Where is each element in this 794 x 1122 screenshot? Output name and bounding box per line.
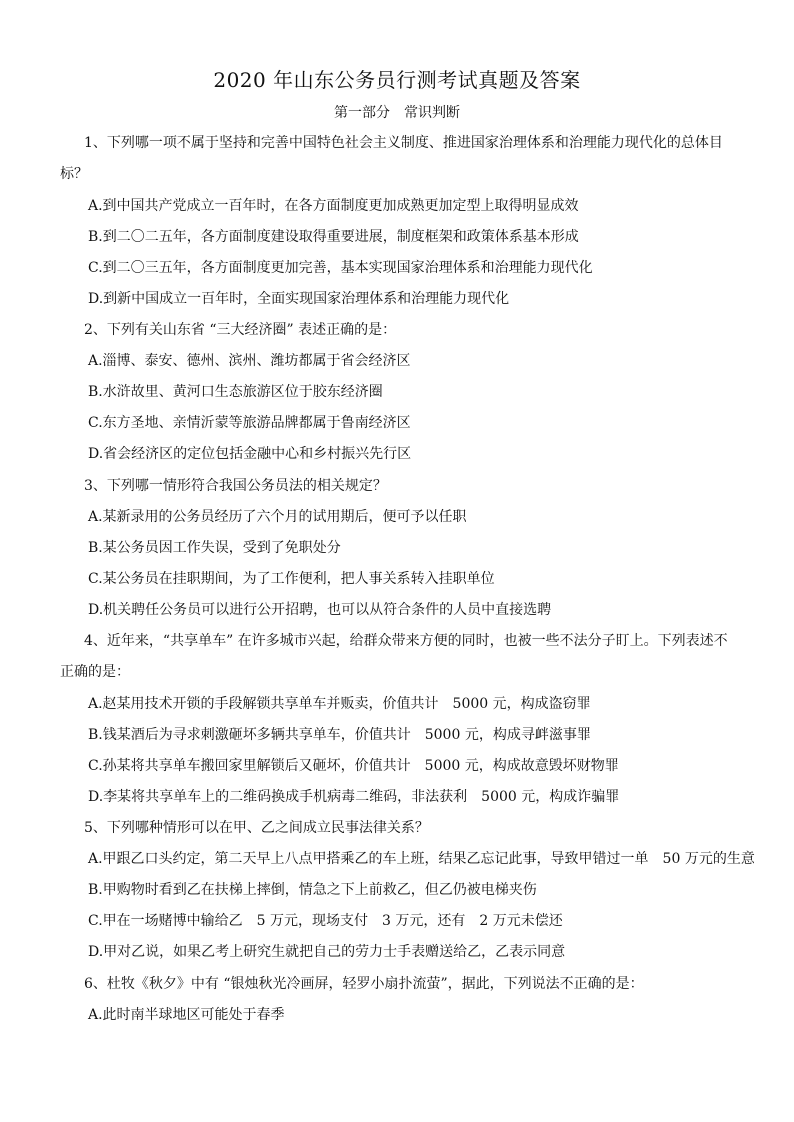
question-3-stem: 3、下列哪一情形符合我国公务员法的相关规定？ — [84, 478, 387, 494]
question-6-option-a: A.此时南半球地区可能处于春季 — [88, 1007, 285, 1023]
question-1-stem-cont: 标？ — [60, 166, 88, 182]
question-5-option-d: D.甲对乙说，如果乙考上研究生就把自己的劳力士手表赠送给乙，乙表示同意 — [88, 944, 566, 960]
question-1-option-d: D.到新中国成立一百年时，全面实现国家治理体系和治理能力现代化 — [88, 291, 510, 307]
question-3-option-b: B.某公务员因工作失误，受到了免职处分 — [88, 540, 341, 556]
question-1-option-c: C.到二〇三五年，各方面制度更加完善，基本实现国家治理体系和治理能力现代化 — [88, 260, 593, 276]
question-4-option-c: C.孙某将共享单车搬回家里解锁后又砸坏，价值共计 5000 元，构成故意毁坏财物罪 — [88, 758, 619, 774]
question-1-option-a: A.到中国共产党成立一百年时，在各方面制度更加成熟更加定型上取得明显成效 — [88, 198, 579, 214]
question-2-option-b: B.水浒故里、黄河口生态旅游区位于胶东经济圈 — [88, 384, 383, 400]
question-1-stem: 1、下列哪一项不属于坚持和完善中国特色社会主义制度、推进国家治理体系和治理能力现代化的总体目 — [84, 135, 723, 151]
question-5-option-b: B.甲购物时看到乙在扶梯上摔倒，情急之下上前救乙，但乙仍被电梯夹伤 — [88, 882, 537, 898]
question-3-option-c: C.某公务员在挂职期间，为了工作便利，把人事关系转入挂职单位 — [88, 571, 495, 587]
question-1-option-b: B.到二〇二五年，各方面制度建设取得重要进展，制度框架和政策体系基本形成 — [88, 229, 579, 245]
question-3-option-a: A.某新录用的公务员经历了六个月的试用期后，便可予以任职 — [88, 509, 467, 525]
question-4-stem: 4、近年来，“共享单车” 在许多城市兴起，给群众带来方便的同时，也被一些不法分子盯上。下列表述不 — [84, 633, 728, 649]
section-heading: 第一部分 常识判断 — [334, 105, 460, 121]
question-5-option-a: A.甲跟乙口头约定，第二天早上八点甲搭乘乙的车上班，结果乙忘记此事，导致甲错过一单 50 万元的生意 — [88, 851, 755, 867]
question-4-option-d: D.李某将共享单车上的二维码换成手机病毒二维码，非法获利 5000 元，构成诈骗罪 — [88, 789, 620, 805]
question-2-option-d: D.省会经济区的定位包括金融中心和乡村振兴先行区 — [88, 446, 412, 462]
question-4-option-a: A.赵某用技术开锁的手段解锁共享单车并贩卖，价值共计 5000 元，构成盗窃罪 — [88, 696, 591, 712]
question-6-stem: 6、杜牧《秋夕》中有 “银烛秋光冷画屏，轻罗小扇扑流萤”，据此，下列说法不正确的是： — [84, 976, 644, 992]
question-3-option-d: D.机关聘任公务员可以进行公开招聘，也可以从符合条件的人员中直接选聘 — [88, 602, 552, 618]
question-2-option-c: C.东方圣地、亲情沂蒙等旅游品牌都属于鲁南经济区 — [88, 415, 411, 431]
question-5-stem: 5、下列哪种情形可以在甲、乙之间成立民事法律关系？ — [84, 820, 429, 836]
question-5-option-c: C.甲在一场赌博中输给乙 5 万元，现场支付 3 万元，还有 2 万元未偿还 — [88, 913, 563, 929]
question-2-stem: 2、下列有关山东省 “三大经济圈” 表述正确的是： — [84, 322, 397, 338]
question-4-option-b: B.钱某酒后为寻求刺激砸坏多辆共享单车，价值共计 5000 元，构成寻衅滋事罪 — [88, 727, 591, 743]
question-2-option-a: A.淄博、泰安、德州、滨州、潍坊都属于省会经济区 — [88, 353, 411, 369]
question-4-stem-cont: 正确的是： — [60, 664, 130, 680]
document-title: 2020 年山东公务员行测考试真题及答案 — [213, 68, 581, 92]
